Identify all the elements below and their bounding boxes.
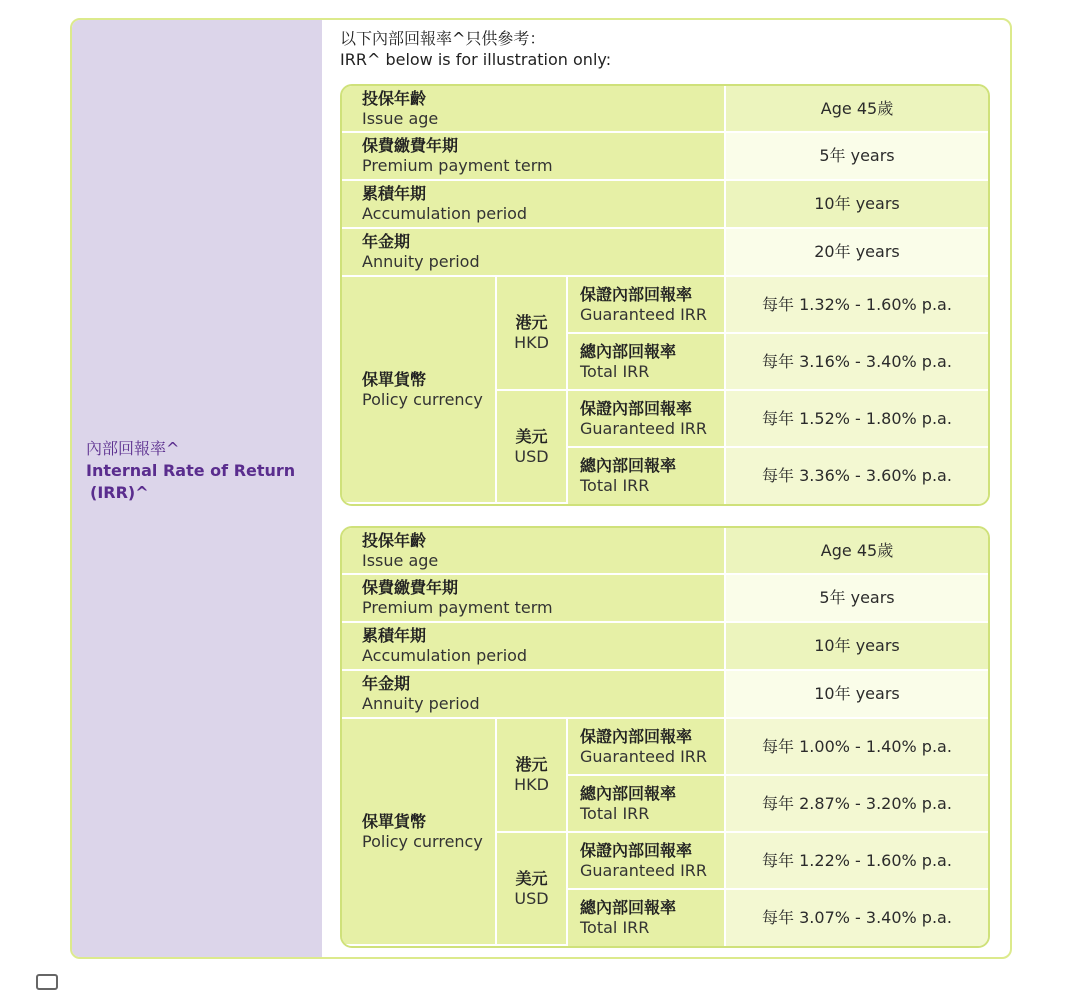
usd-total-value: 每年 3.36% - 3.60% p.a.: [726, 448, 988, 504]
accumulation-label: 累積年期 Accumulation period: [342, 181, 726, 229]
corner-box-icon: [36, 974, 58, 990]
hkd-guaranteed-value: 每年 1.32% - 1.60% p.a.: [726, 277, 988, 334]
hkd-label: 港元 HKD: [497, 719, 568, 833]
usd-label: 美元 USD: [497, 833, 568, 946]
premium-term-value: 5年 years: [726, 575, 988, 623]
guaranteed-irr-label: 保證內部回報率 Guaranteed IRR: [568, 833, 726, 890]
premium-term-label: 保費繳費年期 Premium payment term: [342, 133, 726, 181]
annuity-value: 10年 years: [726, 671, 988, 719]
irr-table-1: [340, 84, 990, 506]
irr-label-zh: 內部回報率^: [86, 439, 180, 458]
total-irr-label: 總內部回報率 Total IRR: [568, 448, 726, 504]
irr-label-en-line2: (IRR)^: [90, 483, 149, 502]
premium-term-label: 保費繳費年期 Premium payment term: [342, 575, 726, 623]
annuity-label: 年金期 Annuity period: [342, 229, 726, 277]
currency-label: 保單貨幣 Policy currency: [342, 719, 497, 946]
table-row: [342, 528, 988, 575]
irr-label-en-line1: Internal Rate of Return: [86, 461, 296, 480]
usd-label: 美元 USD: [497, 391, 568, 504]
premium-term-value: 5年 years: [726, 133, 988, 181]
table-row: [342, 277, 988, 334]
intro-en: IRR^ below is for illustration only:: [340, 50, 612, 69]
table-row: [342, 623, 988, 671]
total-irr-label: 總內部回報率 Total IRR: [568, 776, 726, 833]
usd-guaranteed-value: 每年 1.52% - 1.80% p.a.: [726, 391, 988, 448]
table-row: [342, 229, 988, 277]
issue-age-label: 投保年齡 Issue age: [342, 86, 726, 133]
table-row: [342, 181, 988, 229]
guaranteed-irr-label: 保證內部回報率 Guaranteed IRR: [568, 277, 726, 334]
usd-total-value: 每年 3.07% - 3.40% p.a.: [726, 890, 988, 946]
intro-text: [340, 28, 611, 70]
total-irr-label: 總內部回報率 Total IRR: [568, 334, 726, 391]
irr-section-label: [86, 438, 316, 504]
total-irr-label: 總內部回報率 Total IRR: [568, 890, 726, 946]
guaranteed-irr-label: 保證內部回報率 Guaranteed IRR: [568, 391, 726, 448]
accumulation-value: 10年 years: [726, 181, 988, 229]
table-row: [342, 575, 988, 623]
table-row: [342, 671, 988, 719]
currency-label: 保單貨幣 Policy currency: [342, 277, 497, 504]
table-row: [342, 133, 988, 181]
table-row: [342, 719, 988, 776]
irr-table-2: [340, 526, 990, 948]
accumulation-value: 10年 years: [726, 623, 988, 671]
left-label-panel: [72, 20, 322, 957]
hkd-label: 港元 HKD: [497, 277, 568, 391]
hkd-total-value: 每年 2.87% - 3.20% p.a.: [726, 776, 988, 833]
intro-zh: 以下內部回報率^只供參考：: [340, 29, 546, 48]
accumulation-label: 累積年期 Accumulation period: [342, 623, 726, 671]
issue-age-value: Age 45歲: [726, 528, 988, 575]
table-row: [342, 86, 988, 133]
hkd-total-value: 每年 3.16% - 3.40% p.a.: [726, 334, 988, 391]
annuity-label: 年金期 Annuity period: [342, 671, 726, 719]
irr-card: [70, 18, 1012, 959]
issue-age-value: Age 45歲: [726, 86, 988, 133]
hkd-guaranteed-value: 每年 1.00% - 1.40% p.a.: [726, 719, 988, 776]
issue-age-label: 投保年齡 Issue age: [342, 528, 726, 575]
annuity-value: 20年 years: [726, 229, 988, 277]
guaranteed-irr-label: 保證內部回報率 Guaranteed IRR: [568, 719, 726, 776]
usd-guaranteed-value: 每年 1.22% - 1.60% p.a.: [726, 833, 988, 890]
